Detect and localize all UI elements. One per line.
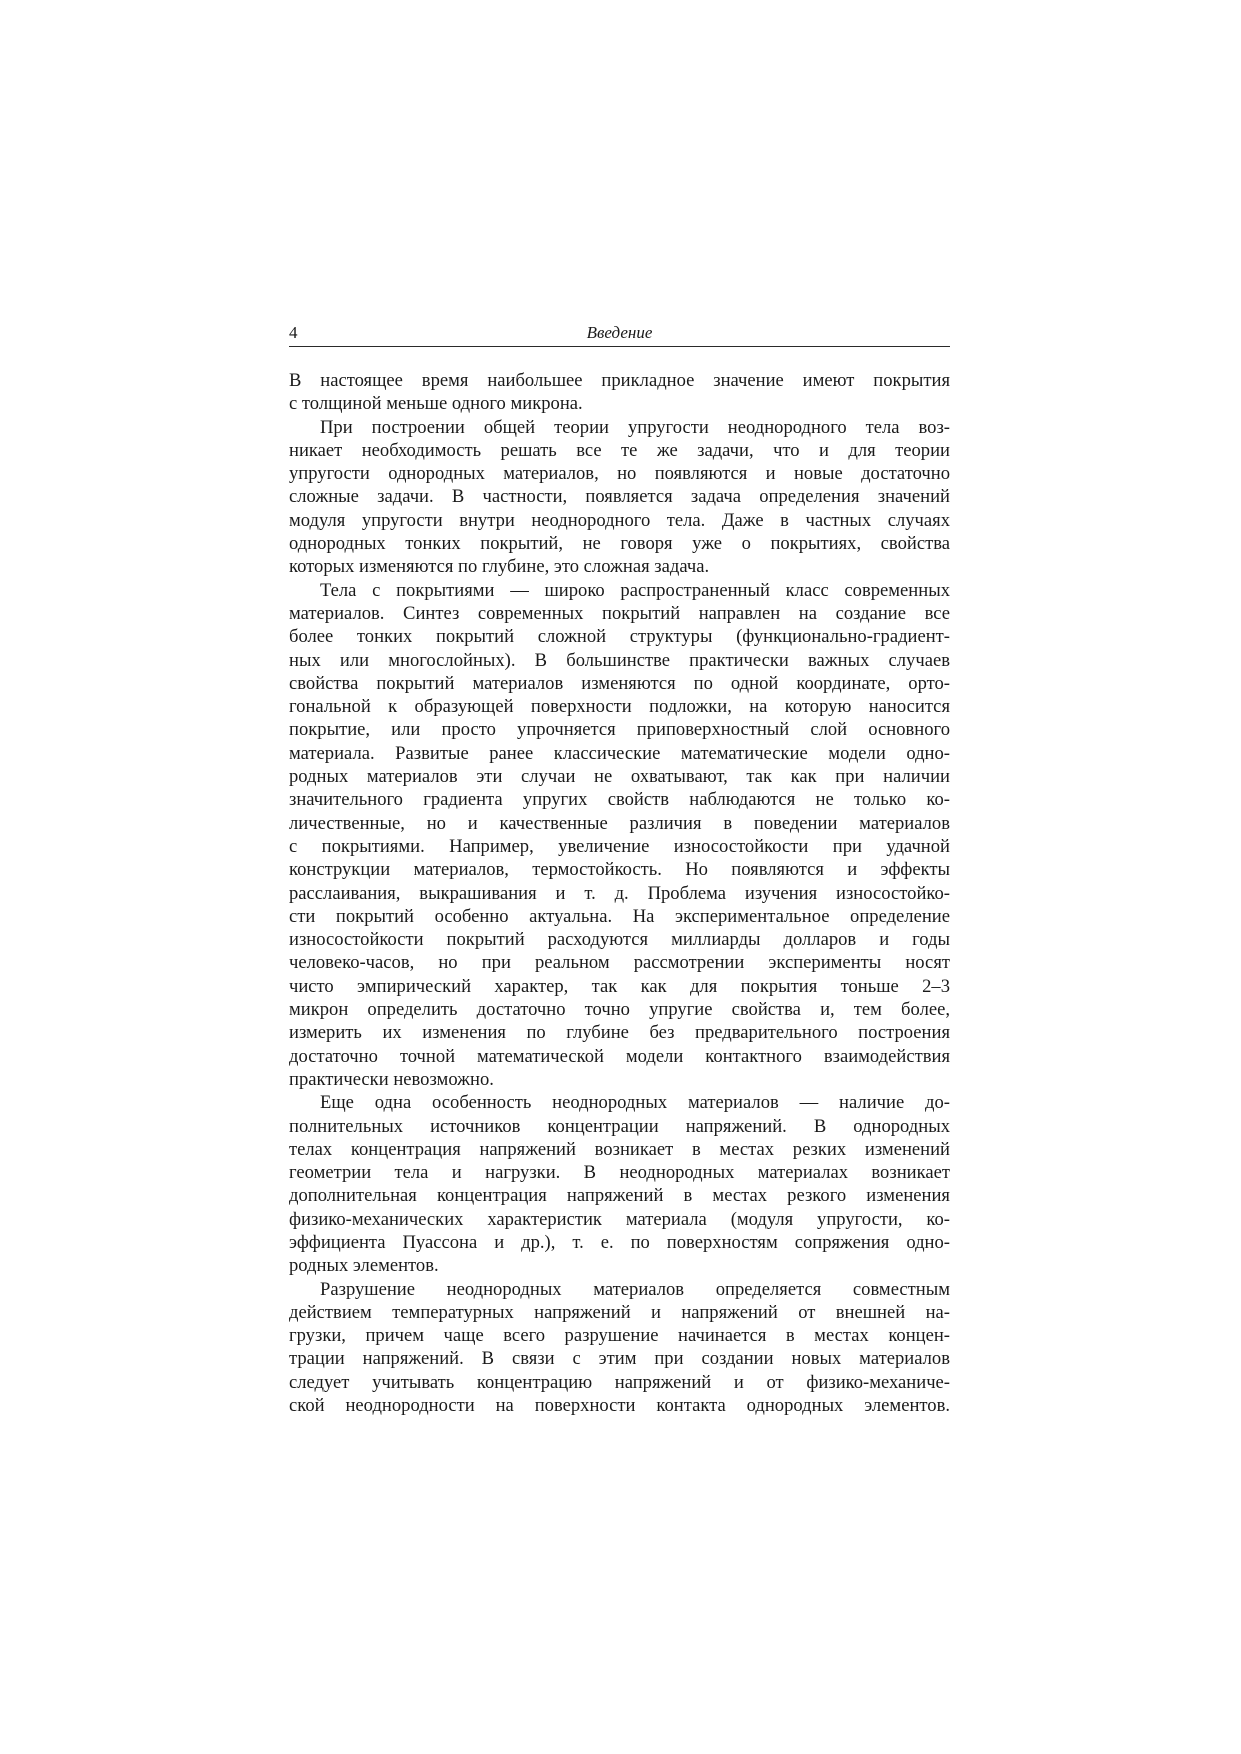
text-line: модуля упругости внутри неоднородного тела. Даже в частных случаях [289,509,950,531]
text-line: родных элементов. [289,1255,439,1277]
text-line: физико-механических характеристик материала (модуля упругости, ко- [289,1208,950,1230]
text-line: практически невозможно. [289,1068,494,1090]
text-line: материалов. Синтез современных покрытий направлен на создание все [289,602,950,624]
text-line: сложные задачи. В частности, появляется задача определения значений [289,486,950,508]
text-line: расслаивания, выкрашивания и т. д. Проблема изучения износостойко- [289,882,950,904]
text-line: эффициента Пуассона и др.), т. е. по поверхностям сопряжения одно- [289,1231,950,1253]
text-line: с покрытиями. Например, увеличение износостойкости при удачной [289,835,950,857]
body-text [289,369,950,1417]
text-line: личественные, но и качественные различия в поведении материалов [289,812,950,834]
text-line: ных или многослойных). В большинстве практически важных случаев [289,649,950,671]
text-line: упругости однородных материалов, но появляются и новые достаточно [289,463,950,485]
text-line: В настоящее время наибольшее прикладное значение имеют покрытия [289,370,950,391]
text-line: Разрушение неоднородных материалов определяется совместным [320,1278,950,1300]
text-line: телах концентрация напряжений возникает в местах резких изменений [289,1138,950,1160]
running-title: Введение [586,323,653,342]
text-line: конструкции материалов, термостойкость. Но появляются и эффекты [289,859,950,881]
text-line: однородных тонких покрытий, не говоря уже о покрытиях, свойства [289,533,950,555]
text-line: более тонких покрытий сложной структуры (функционально-градиент- [289,626,950,648]
text-line: родных материалов эти случаи не охватывают, так как при наличии [289,766,950,788]
text-line: Тела с покрытиями — широко распространенный класс современных [320,579,950,601]
text-line: материала. Развитые ранее классические математические модели одно- [289,742,950,764]
text-line: действием температурных напряжений и напряжений от внешней на- [289,1301,950,1323]
text-line: микрон определить достаточно точно упругие свойства и, тем более, [289,999,950,1021]
text-line: износостойкости покрытий расходуются миллиарды долларов и годы [289,929,950,951]
text-line: свойства покрытий материалов изменяются по одной координате, орто- [289,672,950,694]
page-header [289,322,950,347]
text-line: с толщиной меньше одного микрона. [289,393,583,415]
text-line: покрытие, или просто упрочняется приповерхностный слой основного [289,719,950,741]
text-line: гональной к образующей поверхности подложки, на которую наносится [289,696,950,718]
text-line: человеко-часов, но при реальном рассмотрении эксперименты носят [289,952,950,974]
text-line: следует учитывать концентрацию напряжений и от физико-механиче- [289,1371,950,1393]
text-line: полнительных источников концентрации напряжений. В однородных [289,1115,950,1137]
text-line: трации напряжений. В связи с этим при создании новых материалов [289,1348,950,1370]
text-line: измерить их изменения по глубине без предварительного построения [289,1022,950,1044]
text-line: грузки, причем чаще всего разрушение начинается в местах концен- [289,1325,950,1347]
text-line: дополнительная концентрация напряжений в местах резкого изменения [289,1185,950,1207]
text-line: чисто эмпирический характер, так как для покрытия тоньше 2–3 [289,975,950,997]
text-line: геометрии тела и нагрузки. В неоднородных материалах возникает [289,1162,950,1184]
text-line: сти покрытий особенно актуальна. На экспериментальное определение [289,905,950,927]
page-number: 4 [289,323,298,342]
text-line: никает необходимость решать все те же задачи, что и для теории [289,439,950,461]
text-line: Еще одна особенность неоднородных материалов — наличие до- [320,1092,950,1114]
text-line: достаточно точной математической модели контактного взаимодействия [289,1045,950,1067]
text-line: которых изменяются по глубине, это сложная задача. [289,556,710,578]
text-line: ской неоднородности на поверхности контакта однородных элементов. [289,1395,950,1417]
text-line: значительного градиента упругих свойств наблюдаются не только ко- [289,789,950,811]
text-line: При построении общей теории упругости неоднородного тела воз- [320,416,950,438]
